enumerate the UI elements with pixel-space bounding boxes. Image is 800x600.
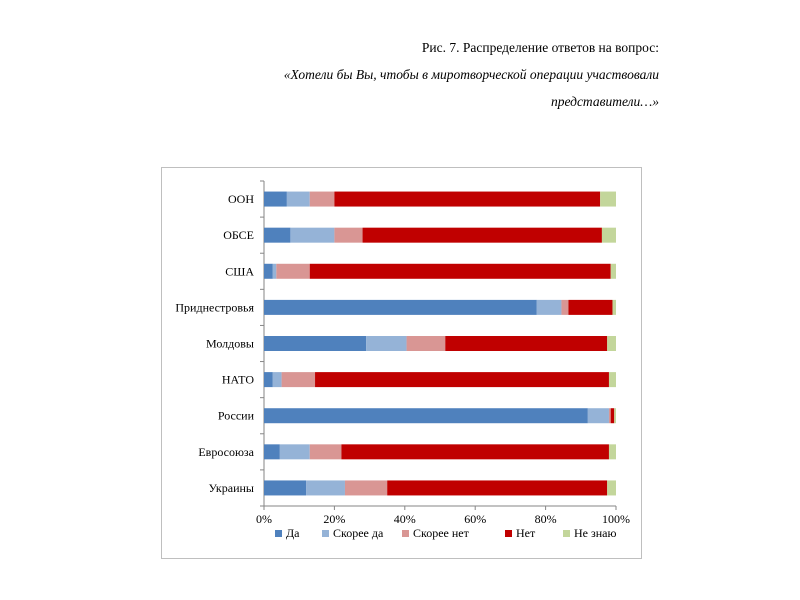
bar-segment-8-3 [310,444,342,459]
bar-segment-6-4 [315,372,609,387]
x-tick-label-4: 60% [464,512,487,526]
bar-segment-3-5 [611,264,616,279]
bar-segment-6-2 [273,372,282,387]
category-label-8: Евросоюза [198,444,254,459]
bar-segment-1-5 [600,192,616,207]
chart-area [161,167,642,559]
bar-segment-5-2 [366,336,406,351]
bar-segment-1-3 [310,192,335,207]
question-text-line-2: представители…» [550,94,659,109]
x-tick-label-5: 80% [534,512,557,526]
legend-label-3: Скорее нет [413,526,469,540]
bar-segment-2-2 [290,228,334,243]
bar-segment-6-1 [264,372,273,387]
bar-segment-9-2 [306,480,345,495]
category-label-9: Украины [208,480,254,495]
x-tick-label-3: 40% [393,512,416,526]
bar-segment-9-3 [345,480,387,495]
category-label-6: НАТО [221,372,254,387]
bar-segment-4-2 [537,300,562,315]
bar-segment-5-5 [607,336,616,351]
bar-segment-1-4 [334,192,600,207]
bar-segment-1-1 [264,192,287,207]
bar-segment-5-1 [264,336,366,351]
bar-segment-5-4 [445,336,607,351]
bar-segment-1-2 [287,192,310,207]
bar-segment-6-5 [609,372,616,387]
bar-segment-7-3 [609,408,611,423]
bar-segment-4-4 [568,300,612,315]
stacked-bar-chart [162,168,643,560]
question-text-line-1: «Хотели бы Вы, чтобы в миротворческой операции участвовали [283,67,659,82]
bar-segment-6-3 [282,372,315,387]
bar-segment-4-3 [561,300,568,315]
bar-segment-3-2 [273,264,277,279]
bar-segment-3-1 [264,264,273,279]
bar-segment-8-1 [264,444,280,459]
bar-segment-7-4 [611,408,615,423]
legend-label-2: Скорее да [333,526,384,540]
bar-segment-2-3 [334,228,362,243]
category-label-4: Приднестровья [175,300,254,315]
category-label-2: ОБСЕ [223,228,254,243]
x-tick-label-2: 20% [323,512,346,526]
bar-segment-7-5 [614,408,616,423]
x-tick-label-1: 0% [256,512,272,526]
legend-swatch-3 [402,530,409,537]
legend-swatch-5 [563,530,570,537]
legend-label-4: Нет [516,526,536,540]
bar-segment-9-5 [607,480,616,495]
x-tick-label-6: 100% [602,512,630,526]
bar-segment-2-4 [363,228,602,243]
legend-swatch-2 [322,530,329,537]
legend-label-1: Да [286,526,300,540]
bar-segment-5-3 [407,336,446,351]
category-label-1: ООН [228,192,254,207]
legend-label-5: Не знаю [574,526,617,540]
bar-segment-4-5 [612,300,616,315]
bar-segment-8-5 [609,444,616,459]
bar-segment-9-4 [387,480,607,495]
bar-segment-8-4 [341,444,609,459]
bar-segment-7-1 [264,408,588,423]
bar-segment-2-5 [602,228,616,243]
category-label-7: России [217,408,254,423]
bar-segment-3-4 [310,264,611,279]
bar-segment-8-2 [280,444,310,459]
category-label-3: США [225,264,254,279]
bar-segment-9-1 [264,480,306,495]
bar-segment-4-1 [264,300,537,315]
bar-segment-2-1 [264,228,290,243]
bar-segment-3-3 [276,264,309,279]
legend-swatch-1 [275,530,282,537]
figure-caption: Рис. 7. Распределение ответов на вопрос: [421,40,659,55]
legend-swatch-4 [505,530,512,537]
category-label-5: Молдовы [205,336,254,351]
bar-segment-7-2 [588,408,609,423]
